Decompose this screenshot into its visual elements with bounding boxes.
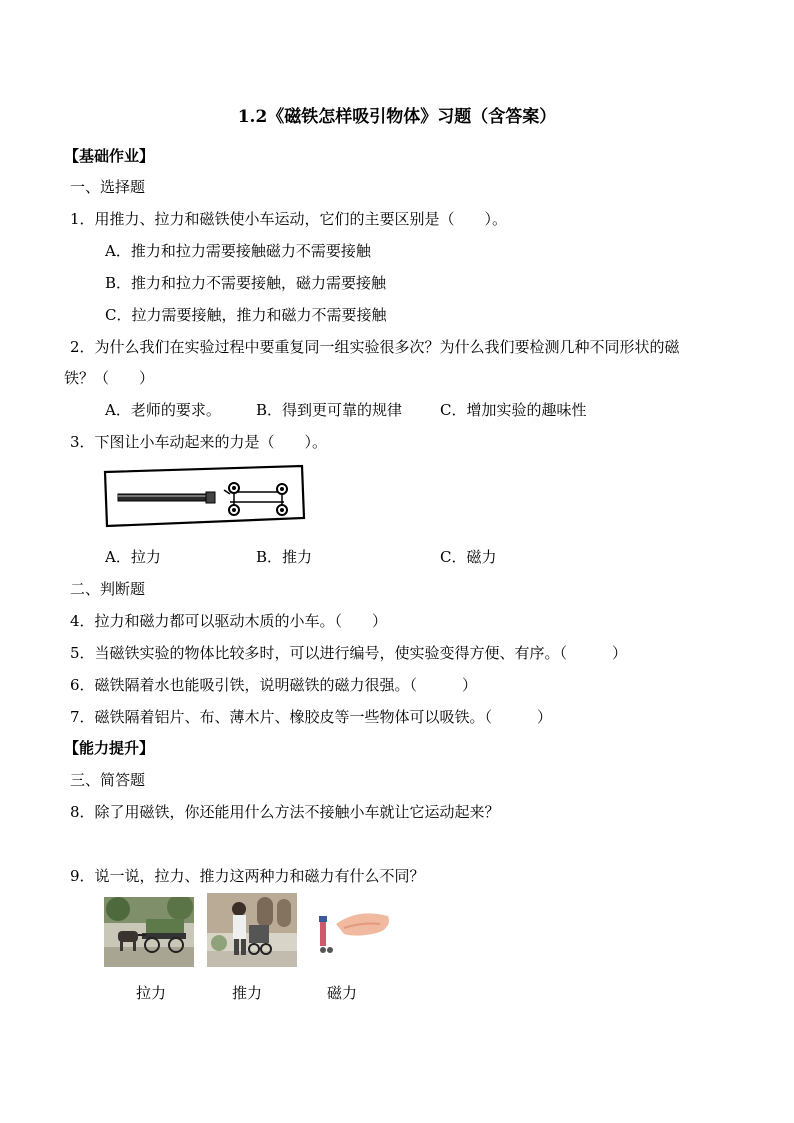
- q9-stem: 9．说一说，拉力、推力这两种力和磁力有什么不同？: [70, 867, 425, 885]
- q2-option-c: C．增加实验的趣味性: [440, 401, 587, 419]
- q1-option-b: B．推力和拉力不需要接触，磁力需要接触: [105, 274, 387, 292]
- q8-stem: 8．除了用磁铁，你还能用什么方法不接触小车就让它运动起来？: [70, 803, 500, 821]
- q2-option-a: A．老师的要求。: [105, 401, 221, 419]
- caption-pull: 拉力: [136, 984, 167, 1002]
- section-advance-heading: 【能力提升】: [64, 739, 155, 757]
- push-photo-image: [207, 893, 297, 967]
- part2-heading: 二、判断题: [70, 580, 146, 598]
- section-basic-heading: 【基础作业】: [64, 147, 155, 165]
- q1-option-c: C．拉力需要接触，推力和磁力不需要接触: [105, 306, 387, 324]
- q3-option-c: C．磁力: [440, 548, 497, 566]
- q1-stem: 1．用推力、拉力和磁铁使小车运动，它们的主要区别是（ ）。: [70, 210, 508, 228]
- photo-push: [207, 893, 297, 967]
- q2-option-b: B．得到更可靠的规律: [256, 401, 403, 419]
- q2-stem-line1: 2．为什么我们在实验过程中要重复同一组实验很多次？为什么我们要检测几种不同形状的磁: [70, 338, 680, 356]
- pull-photo-image: [104, 897, 194, 967]
- q3-stem: 3．下图让小车动起来的力是（ ）。: [70, 433, 328, 451]
- page-title: 1.2《磁铁怎样吸引物体》习题（含答案）: [237, 107, 557, 127]
- judge-q5: 5．当磁铁实验的物体比较多时，可以进行编号，使实验变得方便、有序。（ ）: [70, 644, 628, 662]
- caption-magnet: 磁力: [327, 984, 358, 1002]
- judge-q4: 4．拉力和磁力都可以驱动木质的小车。（ ）: [70, 612, 388, 630]
- judge-q6: 6．磁铁隔着水也能吸引铁，说明磁铁的磁力很强。（ ）: [70, 676, 478, 694]
- magnet-cart-figure: [102, 464, 306, 528]
- magnet-photo-image: [310, 902, 394, 962]
- q3-figure: [102, 464, 306, 528]
- photo-pull: [104, 897, 194, 967]
- q3-option-b: B．推力: [256, 548, 313, 566]
- q1-option-a: A．推力和拉力需要接触磁力不需要接触: [105, 242, 371, 260]
- part3-heading: 三、简答题: [70, 771, 146, 789]
- caption-push: 推力: [232, 984, 263, 1002]
- q3-option-a: A．拉力: [105, 548, 161, 566]
- photo-magnet: [310, 902, 394, 962]
- judge-q7: 7．磁铁隔着铝片、布、薄木片、橡胶皮等一些物体可以吸铁。（ ）: [70, 708, 553, 726]
- part1-heading: 一、选择题: [70, 178, 146, 196]
- q2-stem-line2: 铁？（ ）: [64, 369, 155, 387]
